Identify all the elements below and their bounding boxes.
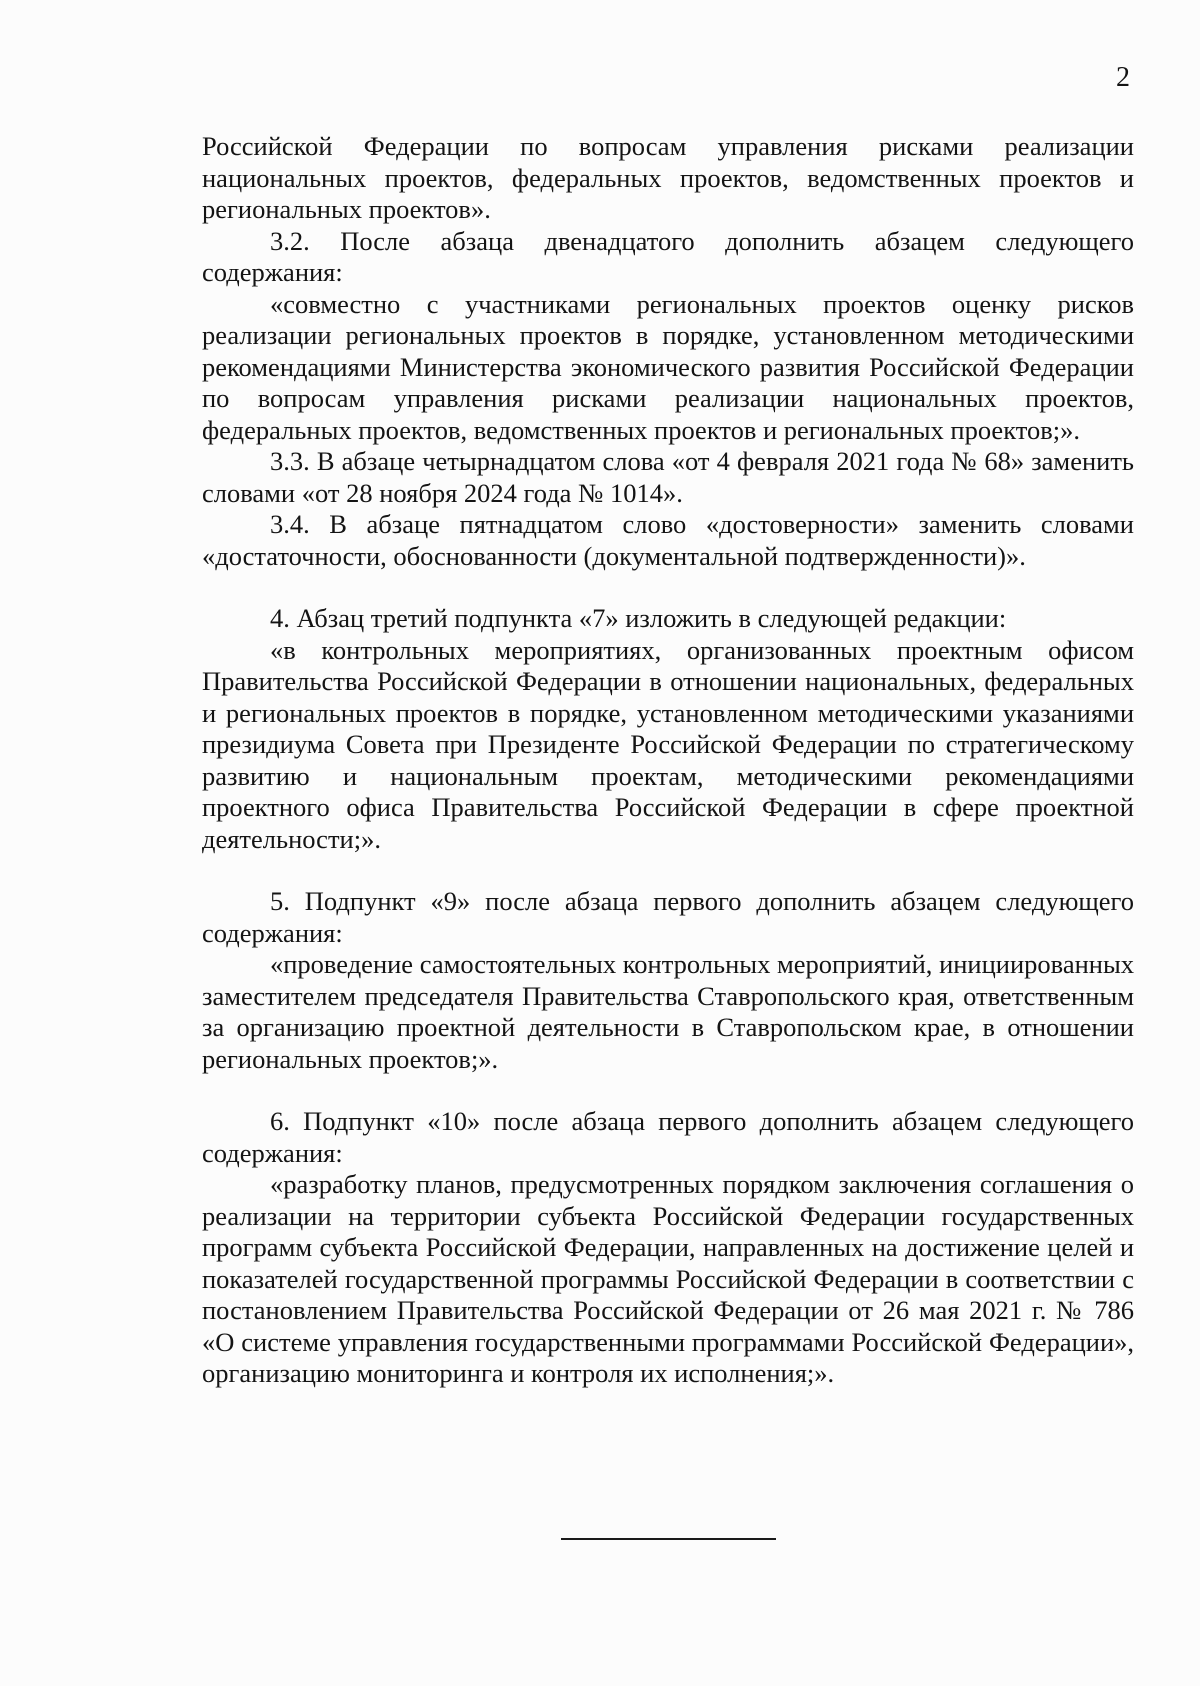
document-paragraph: «проведение самостоятельных контрольных мероприятий, инициированных заместителем председателя Правительства Ставропольского края, ответственным за организацию проектной деятельности в Ставропольском крае, в отношении региональных проектов;». [202,949,1134,1074]
document-paragraph: 3.2. После абзаца двенадцатого дополнить абзацем следующего содержания: [202,225,1134,287]
page-number: 2 [1116,62,1130,93]
document-body [202,131,1134,1390]
document-paragraph: 6. Подпункт «10» после абзаца первого дополнить абзацем следующего содержания: [202,1106,1134,1168]
document-paragraph: «в контрольных мероприятиях, организованных проектным офисом Правительства Российской Федерации в отношении национальных, федеральных и региональных проектов в порядке, установленном методическими указаниями президиума Совета при Президенте Российской Федерации по стратегическому развитию и национальным проектам, методическими рекомендациями проектного офиса Правительства Российской Федерации в сфере проектной деятельности;». [202,634,1134,854]
document-paragraph: 3.4. В абзаце пятнадцатом слово «достоверности» заменить словами «достаточности, обоснованности (документальной подтвержденности)». [202,509,1134,571]
document-paragraph: 4. Абзац третий подпункта «7» изложить в следующей редакции: [270,603,1007,633]
document-paragraph: «совместно с участниками региональных проектов оценку рисков реализации региональных проектов в порядке, установленном методическими рекомендациями Министерства экономического развития Российской Федерации по вопросам управления рисками реализации национальных проектов, федеральных проектов, ведомственных проектов и региональных проектов;». [202,288,1134,445]
document-paragraph: 5. Подпункт «9» после абзаца первого дополнить абзацем следующего содержания: [202,886,1134,948]
document-paragraph: «разработку планов, предусмотренных порядком заключения соглашения о реализации на территории субъекта Российской Федерации государственных программ субъекта Российской Федерации, направленных на достижение целей и показателей государственной программы Российской Федерации в соответствии с постановлением Правительства Российской Федерации от 26 мая 2021 г. № 786 «О системе управления государственными программами Российской Федерации», организацию мониторинга и контроля их исполнения;». [202,1169,1134,1388]
document-paragraph: 3.3. В абзаце четырнадцатом слова «от 4 февраля 2021 года № 68» заменить словами «от 28 ноября 2024 года № 1014». [202,446,1134,508]
document-paragraph: Российской Федерации по вопросам управления рисками реализации национальных проектов, федеральных проектов, ведомственных проектов и региональных проектов». [202,131,1134,224]
closing-rule [561,1538,776,1540]
